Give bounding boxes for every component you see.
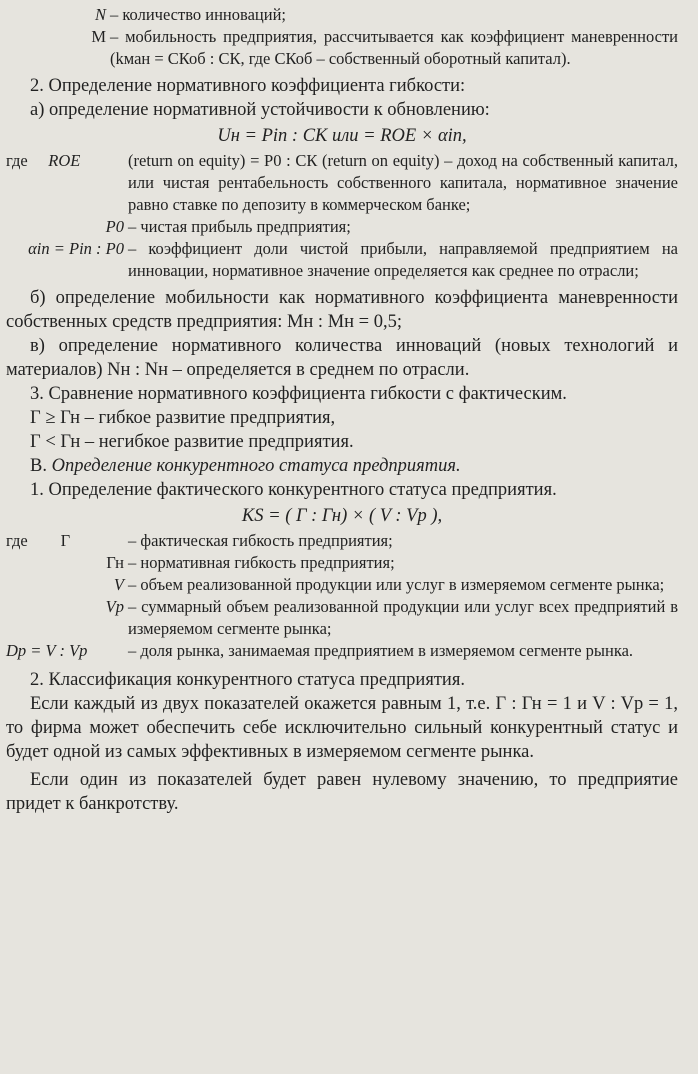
desc-n: – количество инноваций; — [110, 5, 286, 24]
definition-list-top — [6, 4, 678, 70]
definition-list-ks — [6, 530, 678, 662]
term-roe: ROE — [48, 151, 81, 170]
step1b-text: 1. Определение фактического конкурентного статуса предприятия. — [30, 480, 557, 500]
section-b-heading — [6, 454, 678, 478]
comparison-inflexible: Г < Гн – негибкое развитие предприятия. — [30, 432, 354, 452]
step2b-text: б) определение мобильности как нормативного коэффициента маневренности собственных средств предприятия: Мн : Мн = 0,5; — [6, 288, 678, 332]
step2c-text: в) определение нормативного количества инноваций (новых технологий и материалов) Nн : Nн – определяется в среднем по отрасли. — [6, 336, 678, 380]
definition-list-roe — [6, 150, 678, 282]
roe-term-cell — [6, 150, 124, 216]
term-n: N — [94, 5, 106, 24]
desc-gn: – нормативная гибкость предприятия; — [128, 553, 395, 572]
where-label-1: где — [6, 151, 28, 170]
step2a-text: а) определение нормативной устойчивости к обновлению: — [30, 100, 490, 120]
formula-ks: KS = ( Г : Гн) × ( V : Vр ), — [241, 506, 443, 526]
term-gn: Гн — [106, 553, 124, 572]
desc-v: – объем реализованной продукции или услуг в измеряемом сегменте рынка; — [128, 575, 665, 594]
section-b-title: Определение конкурентного статуса предприятия. — [51, 456, 461, 476]
desc-roe: (return on equity) = P0 : СК (return on equity) – доход на собственный капитал, или чистая рентабельность собственного капитала, нормативное значение равно ставке по депозиту в коммерческом банке; — [128, 151, 678, 214]
formula-u: Uн = Pin : СК или = ROE × αin, — [217, 126, 467, 146]
paragraph-bankruptcy: Если один из показателей будет равен нулевому значению, то предприятие придет к банкротству. — [6, 770, 678, 814]
step2-heading: 2. Определение нормативного коэффициента гибкости: — [30, 76, 466, 96]
term-vp: Vр — [105, 597, 124, 616]
step2-classification: 2. Классификация конкурентного статуса предприятия. — [30, 670, 465, 690]
desc-m: – мобильность предприятия, рассчитывается как коэффициент маневренности (kман = СКоб : СК, где СКоб – собственный оборотный капитал). — [110, 27, 678, 68]
term-p0: P0 — [105, 217, 124, 236]
step3-text: 3. Сравнение нормативного коэффициента гибкости с фактическим. — [30, 384, 567, 404]
desc-p0: – чистая прибыль предприятия; — [128, 217, 351, 236]
term-v: V — [113, 575, 124, 594]
where-label-2: где — [6, 531, 28, 550]
desc-dp: – доля рынка, занимаемая предприятием в измеряемом сегменте рынка. — [128, 641, 634, 660]
term-alpha: αin = Pin : P0 — [28, 239, 124, 258]
term-dp: Dр = V : Vр — [6, 641, 88, 660]
desc-alpha: – коэффициент доли чистой прибыли, направляемой предприятием на инновации, нормативное значение определяется как среднее по отрасли; — [128, 239, 678, 280]
desc-g: – фактическая гибкость предприятия; — [128, 531, 393, 550]
term-g: Г — [60, 531, 71, 550]
term-m: М — [91, 27, 106, 46]
paragraph-strong-status: Если каждый из двух показателей окажется равным 1, т.е. Г : Гн = 1 и V : Vр = 1, то фирма может обеспечить себе исключительно сильный конкурентный статус и будет одной из самых эффективных в измеряемом сегменте рынка. — [6, 694, 678, 762]
comparison-flexible: Г ≥ Гн – гибкое развитие предприятия, — [30, 408, 336, 428]
section-b-label: В. — [30, 456, 47, 476]
desc-vp: – суммарный объем реализованной продукции или услуг всех предприятий в измеряемом сегменте рынка; — [128, 597, 678, 638]
g-term-cell — [6, 530, 124, 552]
